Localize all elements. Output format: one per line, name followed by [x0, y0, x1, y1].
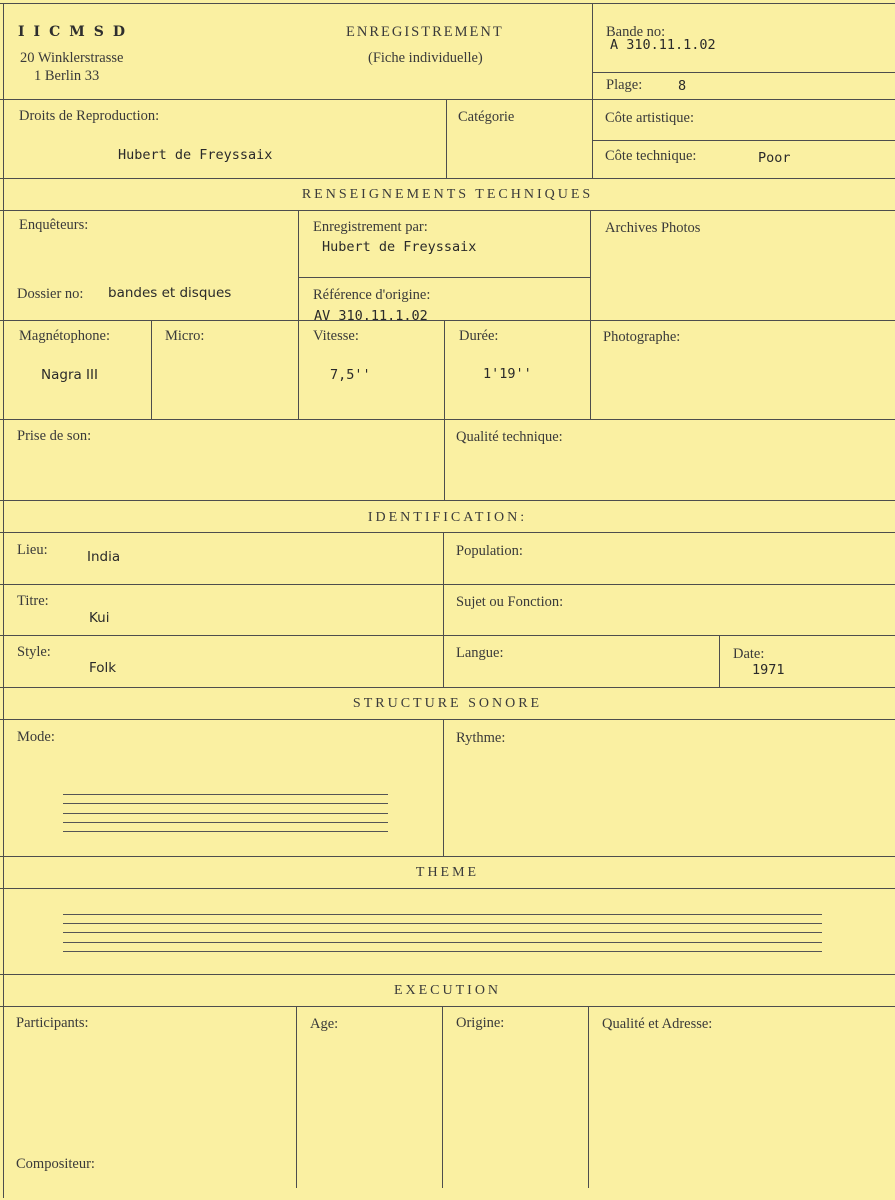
photographe-label: Photographe: [603, 329, 681, 345]
rule [588, 1006, 589, 1188]
rule [151, 320, 152, 420]
qualite-adresse-label: Qualité et Adresse: [602, 1016, 713, 1032]
staff-line [63, 951, 822, 952]
rule [443, 719, 444, 857]
form-title: ENREGISTREMENT [346, 24, 504, 40]
rule [592, 3, 593, 178]
rule [442, 1006, 443, 1188]
reference-label: Référence d'origine: [313, 287, 431, 303]
section-title-structure: STRUCTURE SONORE [352, 696, 543, 711]
compositeur-label: Compositeur: [16, 1156, 95, 1172]
rule [719, 635, 720, 687]
cote-artistique-label: Côte artistique: [605, 110, 694, 126]
sujet-label: Sujet ou Fonction: [456, 594, 564, 610]
staff-line [63, 794, 388, 795]
section-title-theme: THEME [415, 865, 480, 880]
reference-value: AV 310.11.1.02 [314, 308, 428, 324]
micro-label: Micro: [165, 328, 205, 344]
rule [0, 719, 895, 720]
rule [0, 210, 895, 211]
vitesse-label: Vitesse: [313, 328, 359, 344]
rule [0, 1006, 895, 1007]
langue-label: Langue: [456, 645, 504, 661]
rule [592, 72, 895, 73]
cote-technique-value: Poor [758, 150, 791, 166]
cote-technique-label: Côte technique: [605, 148, 697, 164]
age-label: Age: [310, 1016, 339, 1032]
rule [0, 500, 895, 501]
date-value: 1971 [752, 662, 785, 678]
qualite-technique-label: Qualité technique: [456, 429, 563, 445]
address-line2: 1 Berlin 33 [34, 68, 100, 84]
dossier-value: bandes et disques [108, 285, 232, 301]
duree-value: 1'19'' [483, 366, 532, 382]
plage-label: Plage: [606, 77, 643, 93]
population-label: Population: [456, 543, 523, 559]
plage-value: 8 [678, 78, 687, 94]
staff-line [63, 813, 388, 814]
origine-label: Origine: [456, 1015, 505, 1031]
rule [0, 320, 895, 321]
staff-line [63, 914, 822, 915]
droits-value: Hubert de Freyssaix [118, 147, 273, 163]
duree-label: Durée: [459, 328, 499, 344]
section-title-execution: EXECUTION [393, 983, 502, 998]
rule [0, 635, 895, 636]
bande-label: Bande no: [606, 24, 666, 40]
rule [298, 277, 590, 278]
form-subtitle: (Fiche individuelle) [368, 50, 483, 66]
enregistrement-par-value: Hubert de Freyssaix [322, 239, 477, 255]
rule [0, 532, 895, 533]
rule [590, 210, 591, 420]
vitesse-value: 7,5'' [330, 367, 371, 383]
rythme-label: Rythme: [456, 730, 506, 746]
magnetophone-label: Magnétophone: [19, 328, 111, 344]
lieu-value: India [87, 549, 121, 565]
titre-label: Titre: [17, 593, 49, 609]
rule [446, 99, 447, 178]
rule [0, 419, 895, 420]
rule [444, 320, 445, 500]
section-title-identification: IDENTIFICATION: [367, 510, 528, 525]
rule [296, 1006, 297, 1188]
titre-value: Kui [89, 610, 110, 626]
staff-line [63, 822, 388, 823]
droits-label: Droits de Reproduction: [19, 108, 160, 124]
rule [592, 140, 895, 141]
magnetophone-value: Nagra III [41, 367, 98, 383]
style-label: Style: [17, 644, 51, 660]
rule [0, 584, 895, 585]
rule [0, 974, 895, 975]
staff-line [63, 831, 388, 832]
staff-line [63, 932, 822, 933]
prise-de-son-label: Prise de son: [17, 428, 92, 444]
participants-label: Participants: [16, 1015, 89, 1031]
rule [0, 888, 895, 889]
archives-photos-label: Archives Photos [605, 220, 701, 236]
bande-value: A 310.11.1.02 [610, 37, 716, 53]
rule [298, 210, 299, 420]
style-value: Folk [89, 660, 117, 676]
org-logo: IICMSD [18, 24, 134, 40]
rule [3, 3, 4, 1198]
date-label: Date: [733, 646, 765, 662]
dossier-label: Dossier no: [17, 286, 84, 302]
rule [443, 532, 444, 687]
enqueteurs-label: Enquêteurs: [19, 217, 89, 233]
rule [0, 856, 895, 857]
section-title-technical: RENSEIGNEMENTS TECHNIQUES [301, 187, 594, 202]
staff-line [63, 803, 388, 804]
enregistrement-par-label: Enregistrement par: [313, 219, 428, 235]
rule [0, 178, 895, 179]
categorie-label: Catégorie [458, 109, 515, 125]
lieu-label: Lieu: [17, 542, 48, 558]
staff-line [63, 923, 822, 924]
staff-line [63, 942, 822, 943]
mode-label: Mode: [17, 729, 55, 745]
rule [0, 687, 895, 688]
address-line1: 20 Winklerstrasse [20, 50, 124, 66]
rule [0, 99, 895, 100]
rule [0, 3, 895, 4]
